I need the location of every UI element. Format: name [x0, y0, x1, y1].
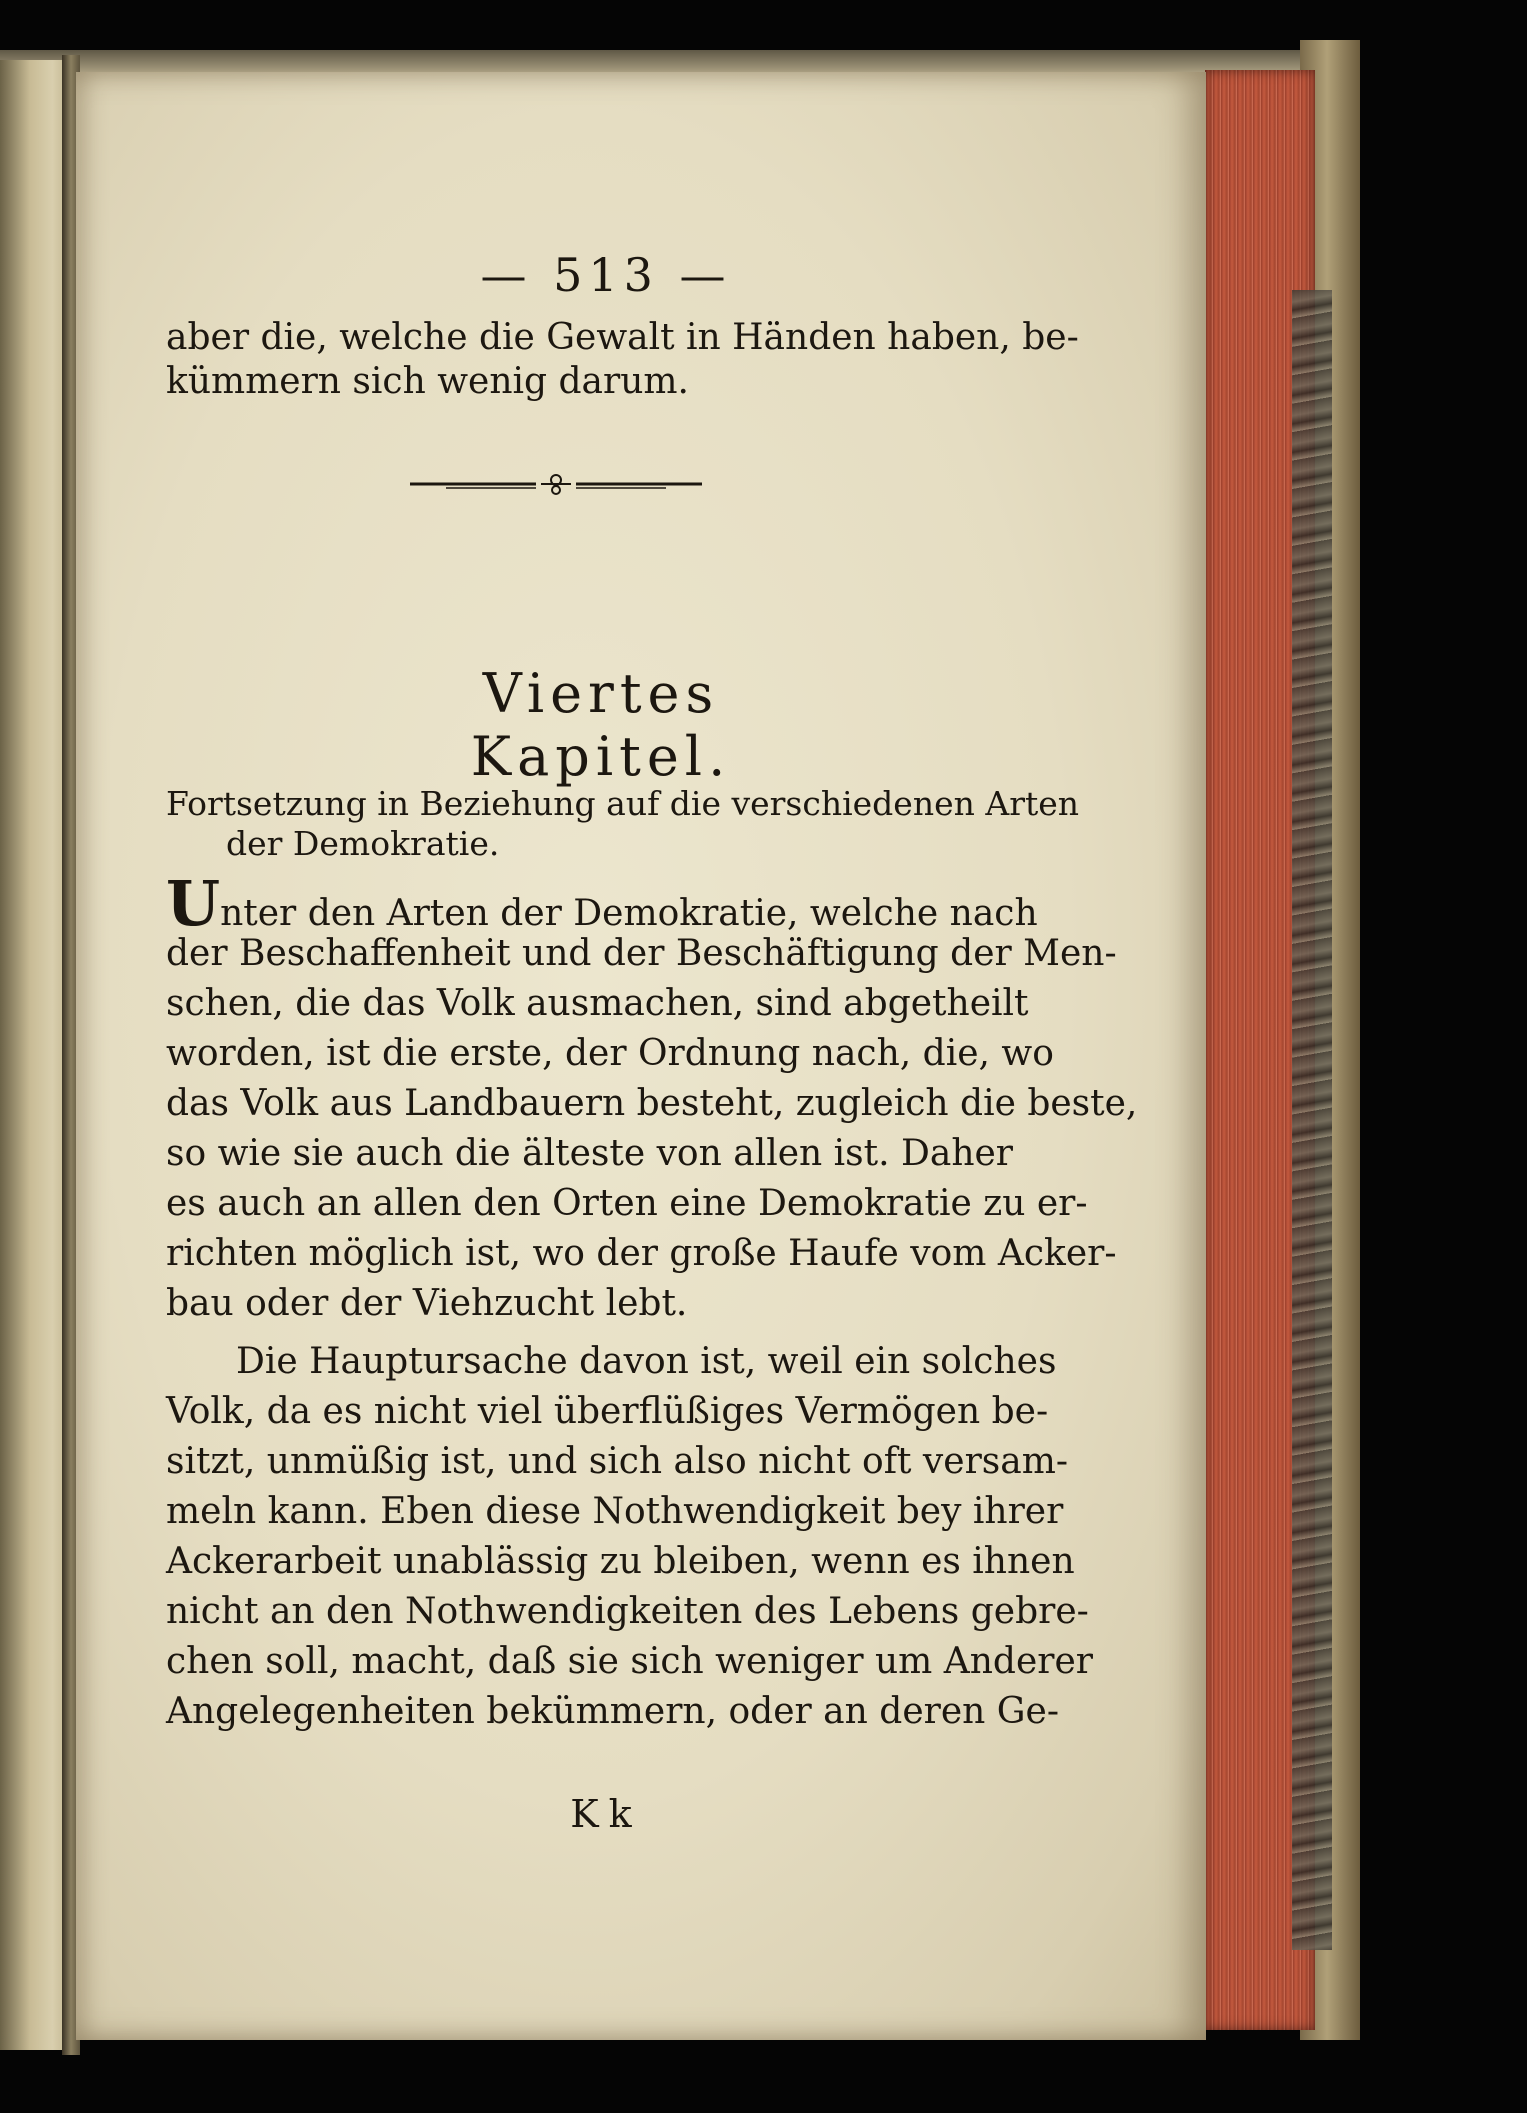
paragraph-1-line-7: es auch an allen den Orten eine Demokratie zu er- [166, 1183, 1088, 1224]
page-number: — 513 — [480, 248, 732, 302]
ornament-divider [406, 472, 706, 496]
paragraph-1-line-2: der Beschaffenheit und der Beschäftigung der Men- [166, 933, 1117, 974]
paragraph-2-line-2: Volk, da es nicht viel überflüßiges Vermögen be- [166, 1391, 1049, 1432]
carryover-line-1: aber die, welche die Gewalt in Händen haben, be- [166, 317, 1079, 358]
paragraph-1-line-4: worden, ist die erste, der Ordnung nach, die, wo [166, 1033, 1054, 1074]
chapter-subtitle-line-1: Fortsetzung in Beziehung auf die verschiedenen Arten [166, 784, 1080, 823]
paragraph-1-first-line-text: nter den Arten der Demokratie, welche nach [220, 893, 1038, 934]
paragraph-1-line-6: so wie sie auch die älteste von allen ist. Daher [166, 1133, 1014, 1174]
paragraph-2-line-6: nicht an den Nothwendigkeiten des Lebens gebre- [166, 1591, 1089, 1632]
book-page [76, 72, 1206, 2040]
signature-mark: Kk [570, 1792, 642, 1836]
paragraph-2-line-7: chen soll, macht, daß sie sich weniger um Anderer [166, 1641, 1093, 1682]
page-text [76, 72, 1206, 2040]
paragraph-2-line-3: sitzt, unmüßig ist, und sich also nicht oft versam- [166, 1441, 1069, 1482]
paragraph-1-line-3: schen, die das Volk ausmachen, sind abgetheilt [166, 983, 1029, 1024]
paragraph-1-line-9: bau oder der Viehzucht lebt. [166, 1283, 688, 1324]
paragraph-2-line-5: Ackerarbeit unablässig zu bleiben, wenn es ihnen [166, 1541, 1075, 1582]
paragraph-1-line-5: das Volk aus Landbauern besteht, zugleich die beste, [166, 1083, 1138, 1124]
paragraph-1-line-1 [166, 867, 1046, 940]
paragraph-2-line-4: meln kann. Eben diese Nothwendigkeit bey ihrer [166, 1491, 1064, 1532]
chapter-subtitle-line-2: der Demokratie. [226, 824, 500, 863]
paragraph-2-line-8: Angelegenheiten bekümmern, oder an deren Ge- [166, 1691, 1059, 1732]
chapter-title: Viertes Kapitel. [470, 662, 732, 788]
paragraph-1-line-8: richten möglich ist, wo der große Haufe vom Acker- [166, 1233, 1117, 1274]
marbled-board [1292, 290, 1332, 1950]
carryover-line-2: kümmern sich wenig darum. [166, 361, 689, 402]
paragraph-2-line-1: Die Hauptursache davon ist, weil ein solches [236, 1341, 1057, 1382]
drop-capital: U [166, 867, 221, 940]
